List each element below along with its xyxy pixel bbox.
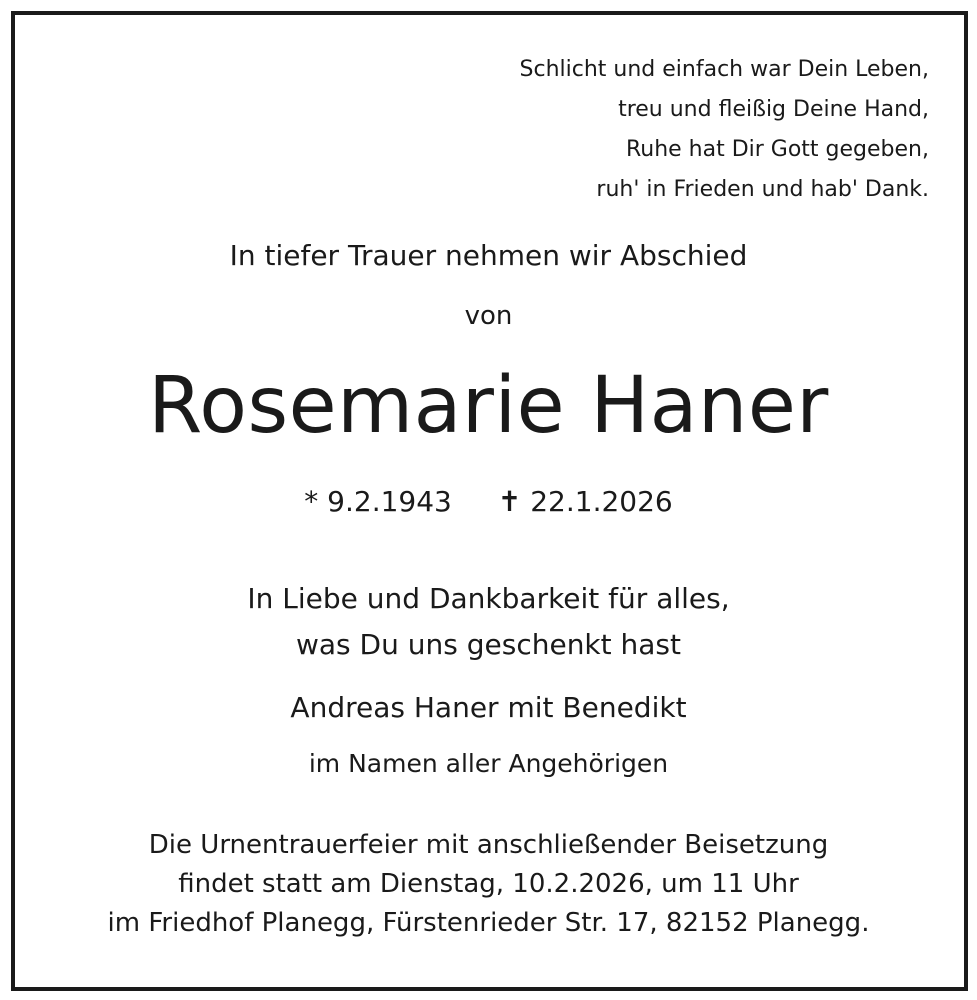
deceased-name: Rosemarie Haner [148,361,829,451]
memorial-poem [520,50,929,210]
poem-line: Ruhe hat Dir Gott gegeben, [625,137,929,162]
gratitude-line: was Du uns geschenkt hast [296,628,681,661]
mourning-intro: In tiefer Trauer nehmen wir Abschied [229,239,748,272]
life-dates [0,482,977,522]
death-date: ✝ 22.1.2026 [497,485,673,518]
ceremony-details [0,826,977,943]
poem-line: ruh' in Frieden und hab' Dank. [596,177,929,202]
ceremony-line: findet statt am Dienstag, 10.2.2026, um 11 Uhr [178,869,799,899]
poem-line: Schlicht und einfach war Dein Leben, [519,57,929,82]
signer-name: Andreas Haner mit Benedikt [290,691,687,724]
on-behalf-text: im Namen aller Angehörigen [308,749,669,778]
gratitude-text [0,576,977,668]
ceremony-line: im Friedhof Planegg, Fürstenrieder Str. 17, 82152 Planegg. [107,908,870,938]
von-label: von [464,301,513,331]
ceremony-line: Die Urnentrauerfeier mit anschließender Beisetzung [148,830,829,860]
birth-date: * 9.2.1943 [304,485,452,518]
poem-line: treu und fleißig Deine Hand, [618,97,929,122]
gratitude-line: In Liebe und Dankbarkeit für alles, [247,582,730,615]
